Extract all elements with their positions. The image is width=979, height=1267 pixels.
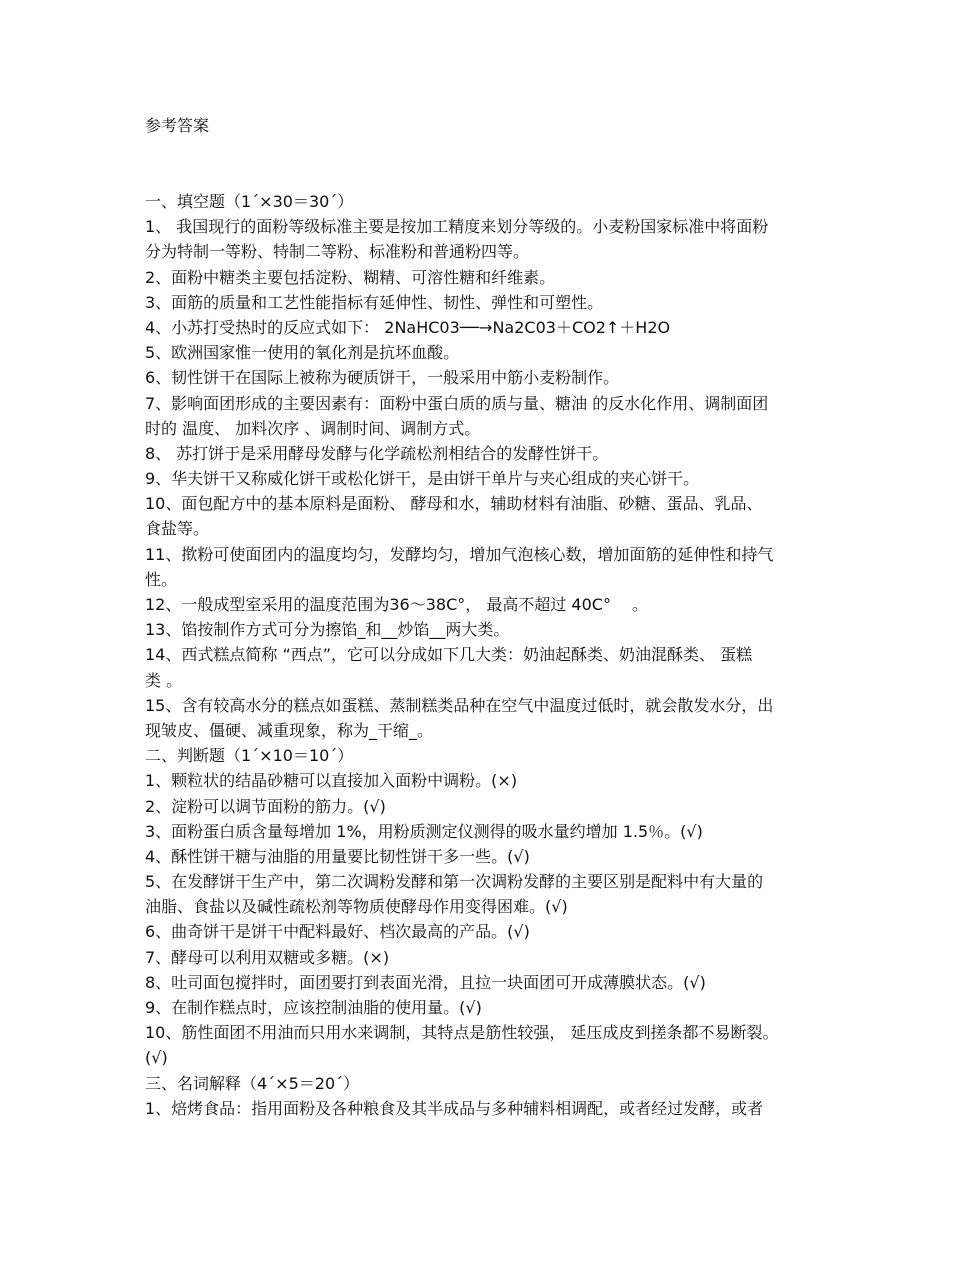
text-line: 9、在制作糕点时，应该控制油脂的使用量。(√) <box>145 998 482 1017</box>
text-line: 14、西式糕点简称 “西点”，它可以分成如下几大类：奶油起酥类、奶油混酥类、 蛋糕 <box>145 645 753 665</box>
text-line: 6、韧性饼干在国际上被称为硬质饼干，一般采用中筋小麦粉制作。 <box>145 368 620 388</box>
text-line: 三、名词解释（4´×5＝20´） <box>145 1073 360 1093</box>
text-line: 3、面粉蛋白质含量每增加 1%，用粉质测定仪测得的吸水量约增加 1.5％。(√) <box>145 821 703 841</box>
text-line: 2、面粉中糖类主要包括淀粉、糊精、可溶性糖和纤维素。 <box>145 267 556 287</box>
document-title: 参考答案 <box>145 116 210 135</box>
text-line: 一、填空题（1´×30＝30´） <box>145 192 354 211</box>
text-line: 食盐等。 <box>145 519 210 539</box>
text-line: 5、欧洲国家惟一使用的氧化剂是抗坏血酸。 <box>145 343 460 363</box>
text-line: 性。 <box>145 569 178 589</box>
text-line: 2、淀粉可以调节面粉的筋力。(√) <box>145 796 386 816</box>
text-line: 8、吐司面包搅拌时，面团要打到表面光滑，且拉一块面团可开成薄膜状态。(√) <box>145 972 706 992</box>
text-line: 油脂、食盐以及碱性疏松剂等物质使酵母作用变得困难。(√) <box>145 897 568 917</box>
text-line: 13、馅按制作方式可分为擦馅_和__炒馅__两大类。 <box>145 620 510 640</box>
text-line: 10、筋性面团不用油而只用水来调制，其特点是筋性较强， 延压成皮到搓条都不易断裂。 <box>145 1023 779 1043</box>
text-line: 15、含有较高水分的糕点如蛋糕、蒸制糕类品种在空气中温度过低时，就会散发水分，出 <box>145 695 774 715</box>
text-line: 类 。 <box>145 670 183 690</box>
text-line: 9、华夫饼干又称威化饼干或松化饼干，是由饼干单片与夹心组成的夹心饼干。 <box>145 469 700 489</box>
text-line: 1、颗粒状的结晶砂糖可以直接加入面粉中调粉。(×) <box>145 771 518 791</box>
text-line: 12、一般成型室采用的温度范围为36～38C°， 最高不超过 40C° 。 <box>145 595 649 614</box>
text-line: 8、 苏打饼于是采用酵母发酵与化学疏松剂相结合的发酵性饼干。 <box>145 443 609 463</box>
text-line: 现皱皮、僵硬、减重现象，称为_干缩_。 <box>145 720 434 740</box>
text-line: 二、判断题（1´×10＝10´） <box>145 746 354 766</box>
document-body <box>145 189 845 1121</box>
text-line: 11、揿粉可使面团内的温度均匀，发酵均匀，增加气泡核心数，增加面筋的延伸性和持气 <box>145 544 774 564</box>
text-line: 10、面包配方中的基本原料是面粉、 酵母和水，辅助材料有油脂、砂糖、蛋品、乳品、 <box>145 494 763 514</box>
text-line: (√) <box>145 1048 168 1068</box>
text-line: 4、酥性饼干糖与油脂的用量要比韧性饼干多一些。(√) <box>145 846 530 866</box>
text-line: 时的 温度、 加料次序 、调制时间、调制方式。 <box>145 418 481 438</box>
text-line: 6、曲奇饼干是饼干中配料最好、档次最高的产品。(√) <box>145 922 530 942</box>
text-line: 4、小苏打受热时的反应式如下： 2NaHC03──→Na2C03＋CO2↑＋H2O <box>145 317 671 337</box>
text-line: 分为特制一等粉、特制二等粉、标准粉和普通粉四等。 <box>145 242 530 262</box>
text-line: 1、 我国现行的面粉等级标准主要是按加工精度来划分等级的。小麦粉国家标准中将面粉 <box>145 217 769 237</box>
text-line: 3、面筋的质量和工艺性能指标有延伸性、韧性、弹性和可塑性。 <box>145 292 604 312</box>
text-line: 7、影响面团形成的主要因素有：面粉中蛋白质的质与量、糖油 的反水化作用、调制面团 <box>145 393 769 413</box>
text-line: 5、在发酵饼干生产中，第二次调粉发酵和第一次调粉发酵的主要区别是配料中有大量的 <box>145 872 764 892</box>
text-line: 1、焙烤食品：指用面粉及各种粮食及其半成品与多种辅料相调配，或者经过发酵，或者 <box>145 1098 764 1118</box>
text-line: 7、酵母可以利用双糖或多糖。(×) <box>145 947 390 967</box>
